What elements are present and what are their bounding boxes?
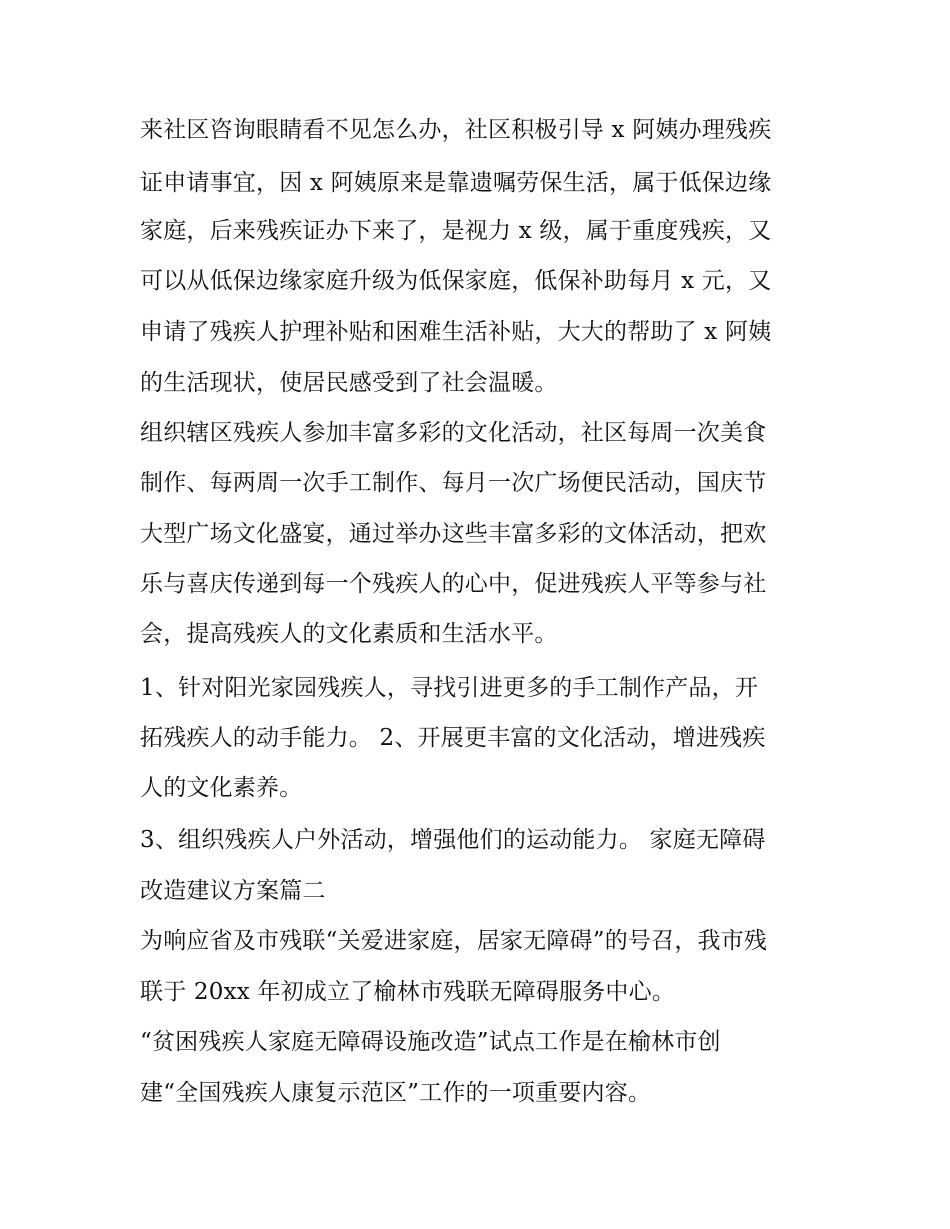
text-line: 联于 20xx 年初成立了榆林市残联无障碍服务中心。 <box>140 979 676 1005</box>
text-line: 1、针对阳光家园残疾人，寻找引进更多的手工制作产品，开 <box>140 675 759 701</box>
text-line: 改造建议方案篇二 <box>140 878 326 904</box>
text-line: 人的文化素养。 <box>140 775 303 801</box>
text-line: 为响应省及市残联“关爱进家庭，居家无障碍”的号召，我市残 <box>140 928 768 954</box>
text-line: 建“全国残疾人康复示范区”工作的一项重要内容。 <box>140 1080 652 1106</box>
text-line: 制作、每两周一次手工制作、每月一次广场便民活动，国庆节 <box>140 470 767 496</box>
text-line: “贫困残疾人家庭无障碍设施改造”试点工作是在榆林市创 <box>140 1029 721 1055</box>
text-line: 家庭，后来残疾证办下来了，是视力 x 级，属于重度残疾，又 <box>140 218 772 244</box>
text-line: 乐与喜庆传递到每一个残疾人的心中，促进残疾人平等参与社 <box>140 571 767 597</box>
text-line: 组织辖区残疾人参加丰富多彩的文化活动，社区每周一次美食 <box>140 420 767 446</box>
text-line: 来社区咨询眼睛看不见怎么办，社区积极引导 x 阿姨办理残疾 <box>140 117 772 143</box>
text-line: 可以从低保边缘家庭升级为低保家庭，低保补助每月 x 元，又 <box>140 268 772 294</box>
text-line: 大型广场文化盛宴，通过举办这些丰富多彩的文体活动，把欢 <box>140 521 767 547</box>
text-line: 会，提高残疾人的文化素质和生活水平。 <box>140 621 558 647</box>
text-line: 拓残疾人的动手能力。 2、开展更丰富的文化活动，增进残疾 <box>140 725 766 751</box>
text-line: 3、组织残疾人户外活动，增强他们的运动能力。 家庭无障碍 <box>140 827 766 853</box>
text-line: 的生活现状，使居民感受到了社会温暖。 <box>140 370 558 396</box>
text-line: 申请了残疾人护理补贴和困难生活补贴，大大的帮助了 x 阿姨 <box>140 319 772 345</box>
text-line: 证申请事宜，因 x 阿姨原来是靠遗嘱劳保生活，属于低保边缘 <box>140 170 772 196</box>
